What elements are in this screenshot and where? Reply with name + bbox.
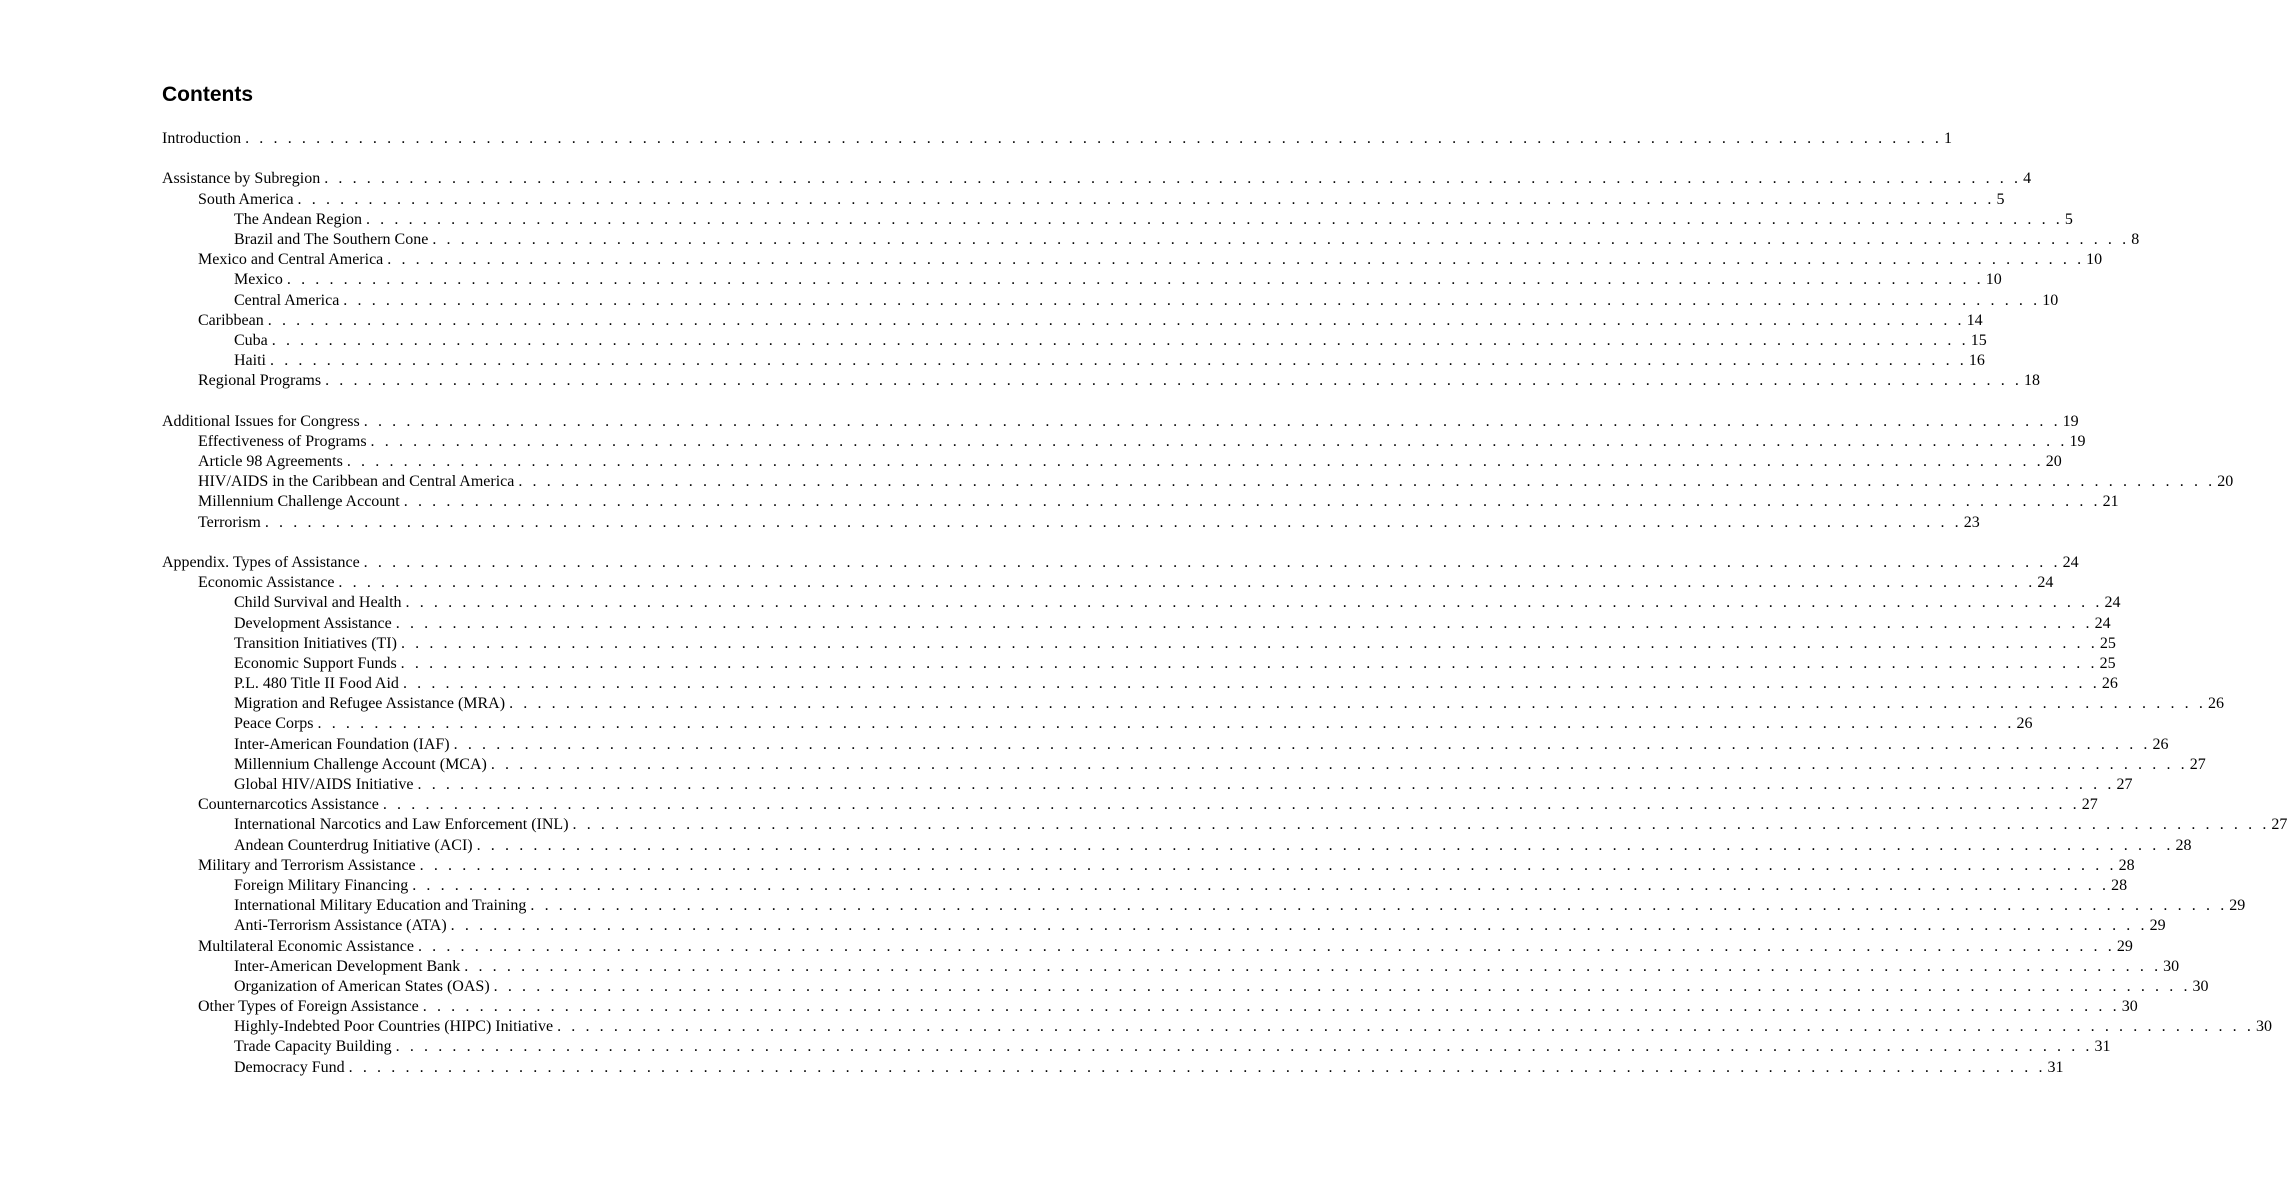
toc-entry[interactable] [162,250,2103,270]
toc-page-number: 19 [2062,412,2079,430]
toc-entry-title: Global HIV/AIDS Initiative [234,776,414,793]
toc-page-number: 24 [2037,574,2054,592]
toc-entry[interactable] [162,775,2133,795]
dot-leader: . . . . . . . . . . . . . . . . . . . . . . . . . . . . . . . . . . . . . . . . . . . . . . . . . . . . . . . . . . . . . . . . . . . . . . . . . . . . . . . . . . . . . . . . . . . . . . . . . . . . . . . . . . . . . . . . . . . . . . . . [370,432,2068,450]
toc-entry[interactable] [162,735,2169,755]
toc-entry[interactable] [162,472,2234,492]
toc-page-number: 23 [1963,513,1980,531]
toc-page-number: 25 [2099,654,2116,672]
toc-page-number: 29 [2116,937,2133,955]
toc-entry[interactable] [162,371,2040,391]
toc-page-number: 15 [1970,331,1987,349]
toc-entry[interactable] [162,129,1952,149]
toc-page-number: 5 [2064,210,2073,228]
dot-leader: . . . . . . . . . . . . . . . . . . . . . . . . . . . . . . . . . . . . . . . . . . . . . . . . . . . . . . . . . . . . . . . . . . . . . . . . . . . . . . . . . . . . . . . . . . . . . . . . . . . . . . . . . . . . . . . . . . . . . . . . [297,190,1995,208]
toc-entry[interactable] [162,997,2138,1017]
toc-entry-title: South America [198,190,294,208]
toc-entry[interactable] [162,432,2086,452]
toc-page-number: 26 [2016,715,2033,733]
toc-entry[interactable] [162,937,2133,957]
toc-page-number: 30 [2121,998,2138,1016]
toc-entry-title: Andean Counterdrug Initiative (ACI) [234,836,473,854]
toc-page-number: 19 [2069,432,2086,450]
toc-entry-title: Foreign Military Financing [234,876,409,894]
dot-leader: . . . . . . . . . . . . . . . . . . . . . . . . . . . . . . . . . . . . . . . . . . . . . . . . . . . . . . . . . . . . . . . . . . . . . . . . . . . . . . . . . . . . . . . . . . . . . . . . . . . . . . . . . . . . . . . . . . . . . . . . [432,230,2130,248]
toc-page-number: 27 [2271,816,2287,834]
dot-leader: . . . . . . . . . . . . . . . . . . . . . . . . . . . . . . . . . . . . . . . . . . . . . . . . . . . . . . . . . . . . . . . . . . . . . . . . . . . . . . . . . . . . . . . . . . . . . . . . . . . . . . . . . . . . . . . . . . . . . . . . [453,735,2151,753]
dot-leader: . . . . . . . . . . . . . . . . . . . . . . . . . . . . . . . . . . . . . . . . . . . . . . . . . . . . . . . . . . . . . . . . . . . . . . . . . . . . . . . . . . . . . . . . . . . . . . . . . . . . . . . . . . . . . . . . . . . . . . . . [530,897,2228,915]
toc-entry-title: Inter-American Foundation (IAF) [234,735,450,753]
toc-entry-title: Counternarcotics Assistance [198,796,379,814]
toc-entry[interactable] [162,694,2224,714]
toc-page-number: 30 [2163,957,2180,975]
toc-page-number: 27 [2081,796,2098,814]
toc-entry-title: Highly-Indebted Poor Countries (HIPC) Initiative [234,1018,554,1036]
dot-leader: . . . . . . . . . . . . . . . . . . . . . . . . . . . . . . . . . . . . . . . . . . . . . . . . . . . . . . . . . . . . . . . . . . . . . . . . . . . . . . . . . . . . . . . . . . . . . . . . . . . . . . . . . . . . . . . . . . . . . . . . [271,331,1969,349]
toc-entry[interactable] [162,836,2192,856]
toc-page-number: 28 [2111,876,2128,894]
dot-leader: . . . . . . . . . . . . . . . . . . . . . . . . . . . . . . . . . . . . . . . . . . . . . . . . . . . . . . . . . . . . . . . . . . . . . . . . . . . . . . . . . . . . . . . . . . . . . . . . . . . . . . . . . . . . . . . . . . . . . . . . [395,1038,2093,1056]
dot-leader: . . . . . . . . . . . . . . . . . . . . . . . . . . . . . . . . . . . . . . . . . . . . . . . . . . . . . . . . . . . . . . . . . . . . . . . . . . . . . . . . . . . . . . . . . . . . . . . . . . . . . . . . . . . . . . . . . . . . . . . . [346,453,2044,470]
dot-leader: . . . . . . . . . . . . . . . . . . . . . . . . . . . . . . . . . . . . . . . . . . . . . . . . . . . . . . . . . . . . . . . . . . . . . . . . . . . . . . . . . . . . . . . . . . . . . . . . . . . . . . . . . . . . . . . . . . . . . . . . [400,634,2098,652]
toc-entry-title: Other Types of Foreign Assistance [198,998,419,1016]
toc-entry-title: Additional Issues for Congress [162,412,360,430]
toc-entry-title: Democracy Fund [234,1058,345,1076]
table-of-contents [162,129,2287,1078]
toc-entry[interactable] [162,492,2119,512]
toc-page-number: 24 [2062,553,2079,571]
toc-page-number: 25 [2099,634,2116,652]
toc-group [162,553,2287,1078]
toc-page-number: 1 [1944,130,1952,147]
toc-entry[interactable] [162,1058,2064,1078]
toc-page-number: 4 [2023,170,2032,188]
toc-page-number: 20 [2045,453,2062,470]
dot-leader: . . . . . . . . . . . . . . . . . . . . . . . . . . . . . . . . . . . . . . . . . . . . . . . . . . . . . . . . . . . . . . . . . . . . . . . . . . . . . . . . . . . . . . . . . . . . . . . . . . . . . . . . . . . . . . . . . . . . . . . . [419,856,2117,874]
toc-page-number: 31 [2047,1058,2064,1076]
toc-page-number: 8 [2131,230,2140,248]
toc-entry[interactable] [162,674,2118,694]
dot-leader: . . . . . . . . . . . . . . . . . . . . . . . . . . . . . . . . . . . . . . . . . . . . . . . . . . . . . . . . . . . . . . . . . . . . . . . . . . . . . . . . . . . . . . . . . . . . . . . . . . . . . . . . . . . . . . . . . . . . . . . . [264,513,1962,531]
toc-entry-title: Multilateral Economic Assistance [198,937,414,955]
toc-entry[interactable] [162,977,2209,997]
dot-leader: . . . . . . . . . . . . . . . . . . . . . . . . . . . . . . . . . . . . . . . . . . . . . . . . . . . . . . . . . . . . . . . . . . . . . . . . . . . . . . . . . . . . . . . . . . . . . . . . . . . . . . . . . . . . . . . . . . . . . . . . [363,553,2061,571]
toc-page-number: 5 [1996,190,2005,208]
dot-leader: . . . . . . . . . . . . . . . . . . . . . . . . . . . . . . . . . . . . . . . . . . . . . . . . . . . . . . . . . . . . . . . . . . . . . . . . . . . . . . . . . . . . . . . . . . . . . . . . . . . . . . . . . . . . . . . . . . . . . . . . [325,372,2022,390]
toc-entry[interactable] [162,654,2116,674]
toc-entry-title: Migration and Refugee Assistance (MRA) [234,695,506,713]
toc-page-number: 31 [2094,1038,2111,1056]
dot-leader: . . . . . . . . . . . . . . . . . . . . . . . . . . . . . . . . . . . . . . . . . . . . . . . . . . . . . . . . . . . . . . . . . . . . . . . . . . . . . . . . . . . . . . . . . . . . . . . . . . . . . . . . . . . . . . . . . . . . . . . . [267,311,1965,329]
dot-leader: . . . . . . . . . . . . . . . . . . . . . . . . . . . . . . . . . . . . . . . . . . . . . . . . . . . . . . . . . . . . . . . . . . . . . . . . . . . . . . . . . . . . . . . . . . . . . . . . . . . . . . . . . . . . . . . . . . . . . . . . [365,210,2063,228]
toc-entry-title: Terrorism [198,513,261,531]
dot-leader: . . . . . . . . . . . . . . . . . . . . . . . . . . . . . . . . . . . . . . . . . . . . . . . . . . . . . . . . . . . . . . . . . . . . . . . . . . . . . . . . . . . . . . . . . . . . . . . . . . . . . . . . . . . . . . . . . . . . . . . . [493,977,2191,995]
toc-entry[interactable] [162,553,2079,573]
toc-entry[interactable] [162,351,1985,371]
toc-entry[interactable] [162,270,2002,290]
toc-entry-title: P.L. 480 Title II Food Aid [234,675,399,693]
dot-leader: . . . . . . . . . . . . . . . . . . . . . . . . . . . . . . . . . . . . . . . . . . . . . . . . . . . . . . . . . . . . . . . . . . . . . . . . . . . . . . . . . . . . . . . . . . . . . . . . . . . . . . . . . . . . . . . . . . . . . . . . [403,493,2101,511]
contents-page [162,82,2287,1098]
toc-entry-title: Economic Assistance [198,574,335,592]
dot-leader: . . . . . . . . . . . . . . . . . . . . . . . . . . . . . . . . . . . . . . . . . . . . . . . . . . . . . . . . . . . . . . . . . . . . . . . . . . . . . . . . . . . . . . . . . . . . . . . . . . . . . . . . . . . . . . . . . . . . . . . . [557,1018,2254,1036]
toc-entry-title: Introduction [162,130,242,147]
toc-entry-title: Millennium Challenge Account (MCA) [234,755,487,773]
toc-group [162,412,2234,533]
dot-leader: . . . . . . . . . . . . . . . . . . . . . . . . . . . . . . . . . . . . . . . . . . . . . . . . . . . . . . . . . . . . . . . . . . . . . . . . . . . . . . . . . . . . . . . . . . . . . . . . . . . . . . . . . . . . . . . . . . . . . . . . [382,796,2080,814]
toc-entry-title: Haiti [234,352,266,370]
dot-leader: . . . . . . . . . . . . . . . . . . . . . . . . . . . . . . . . . . . . . . . . . . . . . . . . . . . . . . . . . . . . . . . . . . . . . . . . . . . . . . . . . . . . . . . . . . . . . . . . . . . . . . . . . . . . . . . . . . . . . . . . [412,876,2110,894]
toc-page-number: 30 [2192,977,2209,995]
toc-entry[interactable] [162,755,2206,775]
toc-page-number: 10 [2086,251,2103,269]
dot-leader: . . . . . . . . . . . . . . . . . . . . . . . . . . . . . . . . . . . . . . . . . . . . . . . . . . . . . . . . . . . . . . . . . . . . . . . . . . . . . . . . . . . . . . . . . . . . . . . . . . . . . . . . . . . . . . . . . . . . . . . . [417,776,2115,793]
toc-entry[interactable] [162,634,2116,654]
toc-page-number: 29 [2229,897,2246,915]
dot-leader: . . . . . . . . . . . . . . . . . . . . . . . . . . . . . . . . . . . . . . . . . . . . . . . . . . . . . . . . . . . . . . . . . . . . . . . . . . . . . . . . . . . . . . . . . . . . . . . . . . . . . . . . . . . . . . . . . . . . . . . . [422,998,2120,1016]
toc-entry[interactable] [162,714,2033,734]
toc-entry[interactable] [162,169,2032,189]
toc-entry-title: International Military Education and Training [234,897,527,915]
dot-leader: . . . . . . . . . . . . . . . . . . . . . . . . . . . . . . . . . . . . . . . . . . . . . . . . . . . . . . . . . . . . . . . . . . . . . . . . . . . . . . . . . . . . . . . . . . . . . . . . . . . . . . . . . . . . . . . . . . . . . . . . [343,291,2041,309]
toc-page-number: 30 [2255,1018,2272,1036]
toc-entry-title: Mexico [234,271,283,289]
toc-entry-title: Organization of American States (OAS) [234,977,490,995]
toc-entry[interactable] [162,614,2111,634]
toc-page-number: 26 [2152,735,2169,753]
toc-entry[interactable] [162,1037,2111,1057]
toc-entry-title: Effectiveness of Programs [198,432,367,450]
toc-entry-title: The Andean Region [234,210,362,228]
dot-leader: . . . . . . . . . . . . . . . . . . . . . . . . . . . . . . . . . . . . . . . . . . . . . . . . . . . . . . . . . . . . . . . . . . . . . . . . . . . . . . . . . . . . . . . . . . . . . . . . . . . . . . . . . . . . . . . . . . . . . . . . [317,715,2015,733]
toc-entry-title: Military and Terrorism Assistance [198,856,416,874]
toc-page-number: 21 [2102,493,2119,511]
dot-leader: . . . . . . . . . . . . . . . . . . . . . . . . . . . . . . . . . . . . . . . . . . . . . . . . . . . . . . . . . . . . . . . . . . . . . . . . . . . . . . . . . . . . . . . . . . . . . . . . . . . . . . . . . . . . . . . . . . . . . . . . [400,654,2098,672]
dot-leader: . . . . . . . . . . . . . . . . . . . . . . . . . . . . . . . . . . . . . . . . . . . . . . . . . . . . . . . . . . . . . . . . . . . . . . . . . . . . . . . . . . . . . . . . . . . . . . . . . . . . . . . . . . . . . . . . . . . . . . . . [348,1058,2046,1076]
toc-entry-title: Trade Capacity Building [234,1038,392,1056]
toc-entry[interactable] [162,230,2140,250]
toc-entry-title: Anti-Terrorism Assistance (ATA) [234,917,447,935]
dot-leader: . . . . . . . . . . . . . . . . . . . . . . . . . . . . . . . . . . . . . . . . . . . . . . . . . . . . . . . . . . . . . . . . . . . . . . . . . . . . . . . . . . . . . . . . . . . . . . . . . . . . . . . . . . . . . . . . . . . . . . . . [490,755,2188,773]
dot-leader: . . . . . . . . . . . . . . . . . . . . . . . . . . . . . . . . . . . . . . . . . . . . . . . . . . . . . . . . . . . . . . . . . . . . . . . . . . . . . . . . . . . . . . . . . . . . . . . . . . . . . . . . . . . . . . . . . . . . . . . . [417,937,2115,955]
dot-leader: . . . . . . . . . . . . . . . . . . . . . . . . . . . . . . . . . . . . . . . . . . . . . . . . . . . . . . . . . . . . . . . . . . . . . . . . . . . . . . . . . . . . . . . . . . . . . . . . . . . . . . . . . . . . . . . . . . . . . . . . [338,574,2036,592]
toc-entry[interactable] [162,795,2098,815]
toc-entry-title: Child Survival and Health [234,594,402,612]
dot-leader: . . . . . . . . . . . . . . . . . . . . . . . . . . . . . . . . . . . . . . . . . . . . . . . . . . . . . . . . . . . . . . . . . . . . . . . . . . . . . . . . . . . . . . . . . . . . . . . . . . . . . . . . . . . . . . . . . . . . . . . . [270,352,1967,370]
dot-leader: . . . . . . . . . . . . . . . . . . . . . . . . . . . . . . . . . . . . . . . . . . . . . . . . . . . . . . . . . . . . . . . . . . . . . . . . . . . . . . . . . . . . . . . . . . . . . . . . . . . . . . . . . . . . . . . . . . . . . . . . [402,675,2100,693]
toc-entry-title: Inter-American Development Bank [234,957,461,975]
toc-page-number: 28 [2118,856,2135,874]
dot-leader: . . . . . . . . . . . . . . . . . . . . . . . . . . . . . . . . . . . . . . . . . . . . . . . . . . . . . . . . . . . . . . . . . . . . . . . . . . . . . . . . . . . . . . . . . . . . . . . . . . . . . . . . . . . . . . . . . . . . . . . . [518,473,2216,491]
toc-entry[interactable] [162,452,2062,472]
toc-entry[interactable] [162,957,2180,977]
toc-entry[interactable] [162,896,2246,916]
toc-page-number: 26 [2207,695,2224,713]
toc-group [162,129,1952,149]
dot-leader: . . . . . . . . . . . . . . . . . . . . . . . . . . . . . . . . . . . . . . . . . . . . . . . . . . . . . . . . . . . . . . . . . . . . . . . . . . . . . . . . . . . . . . . . . . . . . . . . . . . . . . . . . . . . . . . . . . . . . . . . [363,412,2061,430]
toc-entry[interactable] [162,1017,2272,1037]
dot-leader: . . . . . . . . . . . . . . . . . . . . . . . . . . . . . . . . . . . . . . . . . . . . . . . . . . . . . . . . . . . . . . . . . . . . . . . . . . . . . . . . . . . . . . . . . . . . . . . . . . . . . . . . . . . . . . . . . . . . . . . . [464,957,2162,975]
toc-entry-title: International Narcotics and Law Enforcement (INL) [234,816,569,834]
toc-entry[interactable] [162,210,2073,230]
toc-entry-title: Mexico and Central America [198,251,384,269]
toc-entry-title: Economic Support Funds [234,654,397,672]
toc-entry-title: Millennium Challenge Account [198,493,400,511]
toc-entry[interactable] [162,916,2166,936]
dot-leader: . . . . . . . . . . . . . . . . . . . . . . . . . . . . . . . . . . . . . . . . . . . . . . . . . . . . . . . . . . . . . . . . . . . . . . . . . . . . . . . . . . . . . . . . . . . . . . . . . . . . . . . . . . . . . . . . . . . . . . . . [405,594,2103,612]
toc-page-number: 28 [2175,836,2192,854]
toc-page-number: 14 [1966,311,1983,329]
toc-page-number: 10 [2042,291,2059,309]
toc-entry-title: Development Assistance [234,614,392,632]
toc-entry[interactable] [162,856,2135,876]
toc-entry-title: Article 98 Agreements [198,453,343,470]
toc-entry-title: Caribbean [198,311,264,329]
toc-page-number: 26 [2101,675,2118,693]
toc-page-number: 10 [1985,271,2002,289]
dot-leader: . . . . . . . . . . . . . . . . . . . . . . . . . . . . . . . . . . . . . . . . . . . . . . . . . . . . . . . . . . . . . . . . . . . . . . . . . . . . . . . . . . . . . . . . . . . . . . . . . . . . . . . . . . . . . . . . . . . . . . . . [572,816,2270,834]
toc-entry[interactable] [162,513,1980,533]
toc-entry[interactable] [162,573,2054,593]
toc-entry-title: Regional Programs [198,372,322,390]
toc-entry-title: Transition Initiatives (TI) [234,634,397,652]
toc-page-number: 27 [2116,776,2133,793]
toc-entry-title: Peace Corps [234,715,314,733]
toc-page-number: 18 [2024,372,2040,390]
toc-entry[interactable] [162,311,1983,331]
toc-entry-title: Cuba [234,331,268,349]
toc-page-number: 24 [2104,594,2121,612]
dot-leader: . . . . . . . . . . . . . . . . . . . . . . . . . . . . . . . . . . . . . . . . . . . . . . . . . . . . . . . . . . . . . . . . . . . . . . . . . . . . . . . . . . . . . . . . . . . . . . . . . . . . . . . . . . . . . . . . . . . . . . . . [286,271,1984,289]
toc-page-number: 20 [2217,473,2234,491]
toc-page-number: 16 [1968,352,1985,370]
dot-leader: . . . . . . . . . . . . . . . . . . . . . . . . . . . . . . . . . . . . . . . . . . . . . . . . . . . . . . . . . . . . . . . . . . . . . . . . . . . . . . . . . . . . . . . . . . . . . . . . . . . . . . . . . . . . . . . . . . . . . . . . [395,614,2093,632]
toc-group [162,169,2140,391]
dot-leader: . . . . . . . . . . . . . . . . . . . . . . . . . . . . . . . . . . . . . . . . . . . . . . . . . . . . . . . . . . . . . . . . . . . . . . . . . . . . . . . . . . . . . . . . . . . . . . . . . . . . . . . . . . . . . . . . . . . . . . . . [387,251,2085,269]
dot-leader: . . . . . . . . . . . . . . . . . . . . . . . . . . . . . . . . . . . . . . . . . . . . . . . . . . . . . . . . . . . . . . . . . . . . . . . . . . . . . . . . . . . . . . . . . . . . . . . . . . . . . . . . . . . . . . . . . . . . . . . . [509,695,2206,713]
toc-entry[interactable] [162,593,2121,613]
toc-entry-title: HIV/AIDS in the Caribbean and Central America [198,473,515,491]
toc-entry[interactable] [162,412,2079,432]
toc-entry-title: Brazil and The Southern Cone [234,230,429,248]
toc-page-number: 29 [2149,917,2166,935]
dot-leader: . . . . . . . . . . . . . . . . . . . . . . . . . . . . . . . . . . . . . . . . . . . . . . . . . . . . . . . . . . . . . . . . . . . . . . . . . . . . . . . . . . . . . . . . . . . . . . . . . . . . . . . . . . . . . . . . . . . . . . . . [476,836,2174,854]
page-title: Contents [162,83,253,106]
dot-leader: . . . . . . . . . . . . . . . . . . . . . . . . . . . . . . . . . . . . . . . . . . . . . . . . . . . . . . . . . . . . . . . . . . . . . . . . . . . . . . . . . . . . . . . . . . . . . . . . . . . . . . . . . . . . . . . . . . . . . . . . [450,917,2148,935]
toc-entry[interactable] [162,190,2005,210]
toc-entry[interactable] [162,876,2128,896]
toc-page-number: 27 [2189,755,2206,773]
dot-leader: . . . . . . . . . . . . . . . . . . . . . . . . . . . . . . . . . . . . . . . . . . . . . . . . . . . . . . . . . . . . . . . . . . . . . . . . . . . . . . . . . . . . . . . . . . . . . . . . . . . . . . . . . . . . . . . . . . . . . . . . [324,170,2022,188]
toc-entry[interactable] [162,331,1987,351]
toc-entry-title: Assistance by Subregion [162,170,321,188]
toc-entry[interactable] [162,291,2059,311]
toc-entry-title: Central America [234,291,340,309]
toc-page-number: 24 [2094,614,2111,632]
dot-leader: . . . . . . . . . . . . . . . . . . . . . . . . . . . . . . . . . . . . . . . . . . . . . . . . . . . . . . . . . . . . . . . . . . . . . . . . . . . . . . . . . . . . . . . . . . . . . . . . . . . . . . . . . . . . . . . . . . . . . . . . [245,130,1942,147]
toc-entry[interactable] [162,815,2287,835]
toc-entry-title: Appendix. Types of Assistance [162,553,360,571]
